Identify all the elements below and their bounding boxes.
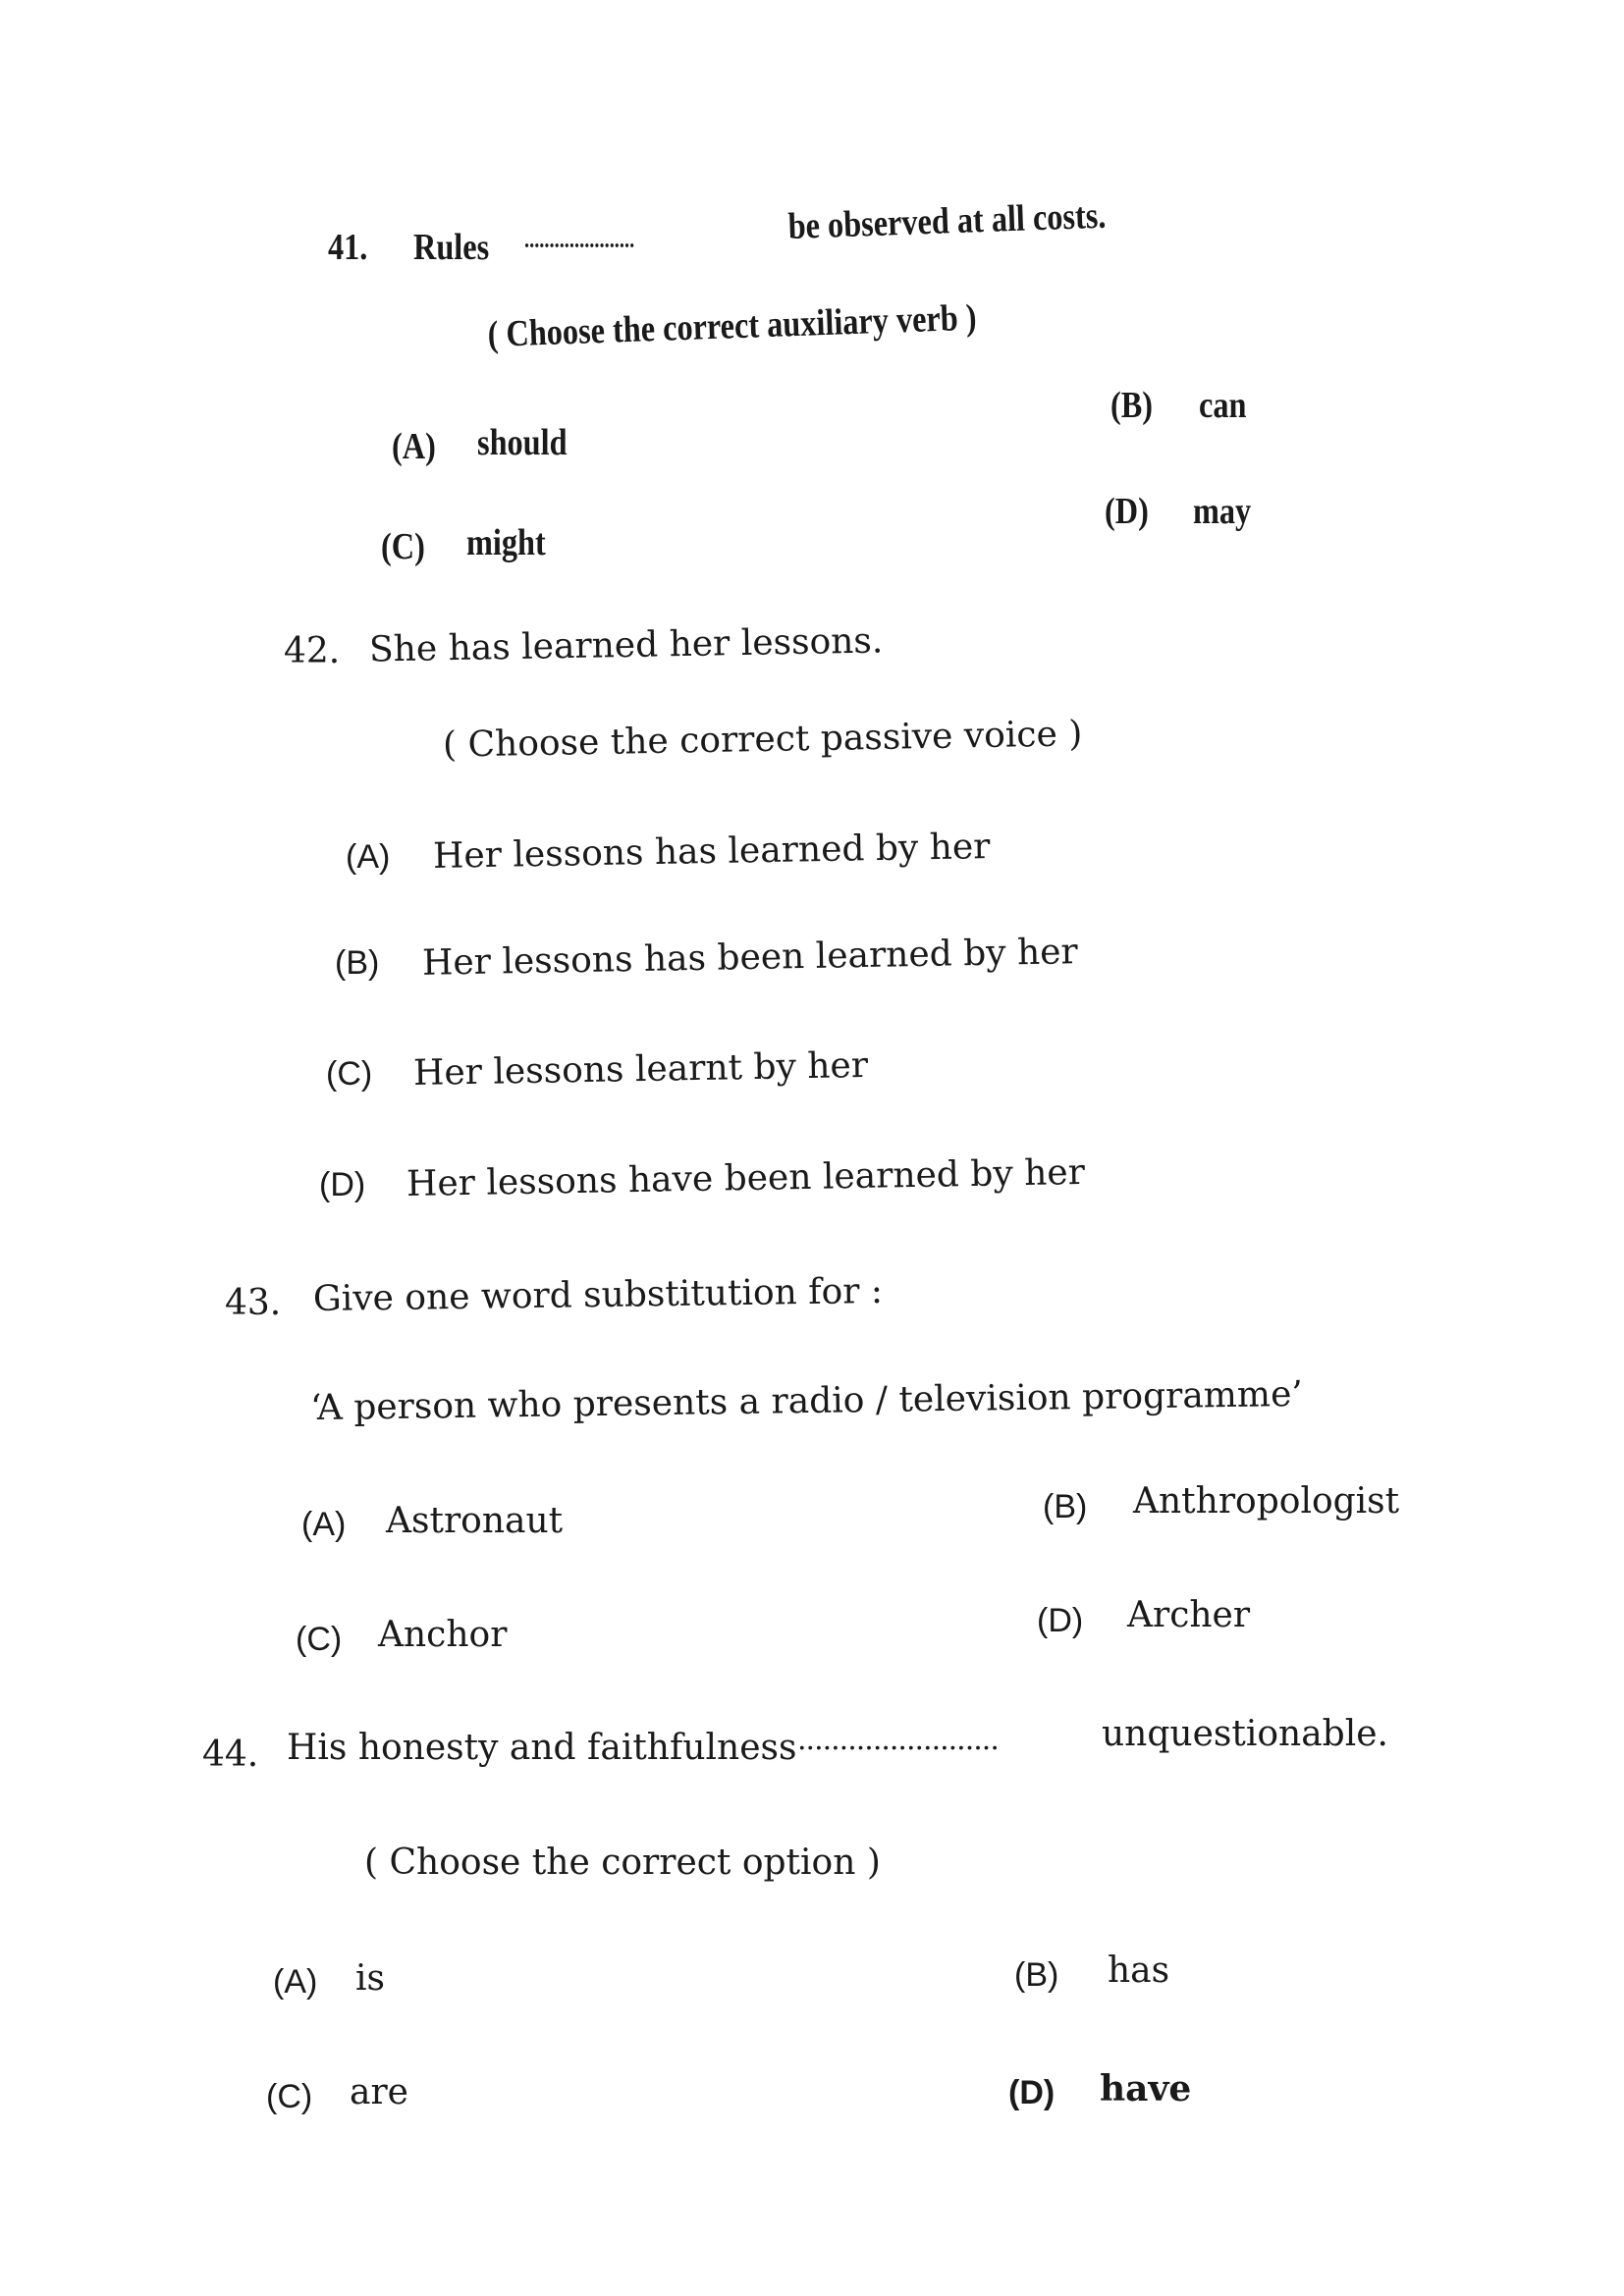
option-label: (C) <box>326 1055 373 1093</box>
question-number: 43. <box>225 1283 282 1323</box>
question-instruction: ( Choose the correct option ) <box>364 1842 881 1883</box>
question-stem: His honesty and faithfulness <box>287 1728 797 1768</box>
option-text: have <box>1100 2068 1192 2109</box>
option-text: may <box>1193 491 1252 532</box>
question-number: 44. <box>202 1735 259 1775</box>
option-label: (D) <box>319 1166 366 1203</box>
option-text: has <box>1108 1950 1170 1991</box>
option-label: (B) <box>335 944 380 982</box>
option-text: Anthropologist <box>1133 1481 1400 1522</box>
option-label: (D) <box>1008 2074 1056 2111</box>
option-label: (D) <box>1037 1602 1084 1639</box>
option-text: are <box>350 2072 408 2112</box>
option-label: (C) <box>381 526 425 567</box>
option-label: (A) <box>273 1963 318 2001</box>
question-instruction: ( Choose the correct passive voice ) <box>442 714 1083 766</box>
question-number: 41. <box>328 227 368 268</box>
question-instruction: ( Choose the correct auxiliary verb ) <box>486 296 978 355</box>
question-stem: Rules <box>413 227 490 268</box>
option-text: might <box>466 522 546 563</box>
option-label: (B) <box>1043 1488 1088 1525</box>
option-text: Her lessons have been learned by her <box>406 1151 1086 1205</box>
option-text: Astronaut <box>386 1501 564 1541</box>
option-label: (B) <box>1110 385 1154 426</box>
option-label: (A) <box>346 838 391 876</box>
question-stem-end: unquestionable. <box>1102 1714 1388 1754</box>
option-text: Archer <box>1127 1595 1251 1635</box>
option-label: (A) <box>392 426 436 467</box>
question-stem: She has learned her lessons. <box>368 620 884 670</box>
option-text: Her lessons has been learned by her <box>421 932 1079 984</box>
question-number: 42. <box>284 631 341 671</box>
option-text: can <box>1199 385 1247 426</box>
option-label: (C) <box>296 1621 343 1658</box>
option-text: is <box>355 1958 385 1999</box>
answer-blank: ........................ <box>797 1723 999 1757</box>
option-text: should <box>477 422 568 463</box>
option-label: (B) <box>1014 1956 1059 1994</box>
question-quote: ‘A person who presents a radio / television programme’ <box>309 1373 1304 1429</box>
option-label: (C) <box>266 2078 313 2115</box>
option-label: (D) <box>1105 491 1149 532</box>
question-stem-end: be observed at all costs. <box>786 194 1108 247</box>
question-stem: Give one word substitution for : <box>312 1270 884 1320</box>
answer-blank: ...................... <box>524 228 635 253</box>
option-text: Anchor <box>378 1615 508 1655</box>
option-text: Her lessons learnt by her <box>412 1044 869 1095</box>
option-label: (A) <box>301 1506 347 1543</box>
option-text: Her lessons has learned by her <box>432 827 991 877</box>
